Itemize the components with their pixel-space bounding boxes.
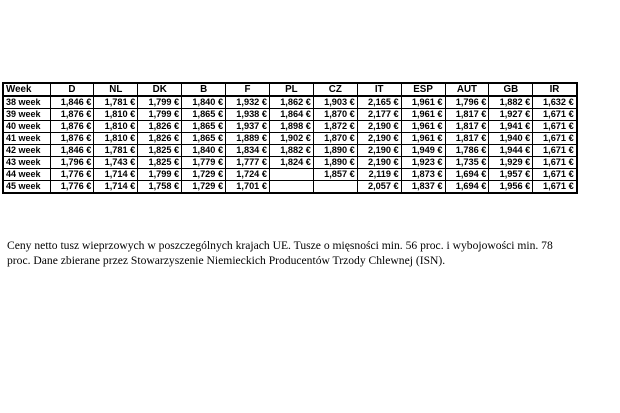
column-header-f: F bbox=[226, 83, 270, 96]
price-cell: 1,865 € bbox=[182, 133, 226, 145]
table-row bbox=[3, 157, 577, 169]
price-cell: 1,777 € bbox=[226, 157, 270, 169]
price-cell: 1,890 € bbox=[313, 145, 357, 157]
price-cell: 1,846 € bbox=[50, 96, 94, 109]
price-cell: 1,949 € bbox=[401, 145, 445, 157]
column-header-cz: CZ bbox=[313, 83, 357, 96]
price-cell: 2,190 € bbox=[357, 157, 401, 169]
price-cell: 1,941 € bbox=[489, 121, 533, 133]
table-row bbox=[3, 169, 577, 181]
price-cell: 1,882 € bbox=[269, 145, 313, 157]
price-cell: 1,671 € bbox=[533, 169, 577, 181]
week-label: 42 week bbox=[3, 145, 50, 157]
price-cell: 1,840 € bbox=[182, 96, 226, 109]
price-cell: 1,810 € bbox=[94, 133, 138, 145]
price-cell: 1,957 € bbox=[489, 169, 533, 181]
price-cell: 1,825 € bbox=[138, 157, 182, 169]
price-cell: 1,873 € bbox=[401, 169, 445, 181]
price-cell: 1,781 € bbox=[94, 145, 138, 157]
column-header-dk: DK bbox=[138, 83, 182, 96]
price-cell: 1,898 € bbox=[269, 121, 313, 133]
price-cell: 1,735 € bbox=[445, 157, 489, 169]
price-cell: 1,938 € bbox=[226, 109, 270, 121]
price-cell: 1,865 € bbox=[182, 121, 226, 133]
price-table bbox=[2, 82, 578, 194]
price-cell: 1,826 € bbox=[138, 133, 182, 145]
price-cell: 2,057 € bbox=[357, 181, 401, 194]
price-cell: 1,810 € bbox=[94, 109, 138, 121]
price-cell: 1,902 € bbox=[269, 133, 313, 145]
column-header-nl: NL bbox=[94, 83, 138, 96]
price-cell: 1,846 € bbox=[50, 145, 94, 157]
price-cell: 1,840 € bbox=[182, 145, 226, 157]
week-label: 38 week bbox=[3, 96, 50, 109]
header-row bbox=[3, 83, 577, 96]
price-cell: 1,743 € bbox=[94, 157, 138, 169]
price-cell: 1,932 € bbox=[226, 96, 270, 109]
column-header-d: D bbox=[50, 83, 94, 96]
price-cell: 2,119 € bbox=[357, 169, 401, 181]
week-label: 40 week bbox=[3, 121, 50, 133]
price-cell: 1,694 € bbox=[445, 169, 489, 181]
column-header-ir: IR bbox=[533, 83, 577, 96]
price-cell: 1,729 € bbox=[182, 169, 226, 181]
price-cell: 1,799 € bbox=[138, 169, 182, 181]
column-header-esp: ESP bbox=[401, 83, 445, 96]
price-cell: 1,671 € bbox=[533, 121, 577, 133]
caption-line-1: Ceny netto tusz wieprzowych w poszczególnych krajach UE. Tusze o mięsności min. 56 proc. i wybojowości min. 78 bbox=[7, 239, 553, 252]
table-row bbox=[3, 96, 577, 109]
price-cell: 1,671 € bbox=[533, 145, 577, 157]
price-cell: 1,940 € bbox=[489, 133, 533, 145]
price-cell: 1,834 € bbox=[226, 145, 270, 157]
price-cell: 1,961 € bbox=[401, 109, 445, 121]
table-row bbox=[3, 145, 577, 157]
price-cell: 1,890 € bbox=[313, 157, 357, 169]
column-header-gb: GB bbox=[489, 83, 533, 96]
table-row bbox=[3, 181, 577, 194]
price-cell: 1,837 € bbox=[401, 181, 445, 194]
price-cell: 1,872 € bbox=[313, 121, 357, 133]
price-cell: 1,810 € bbox=[94, 121, 138, 133]
price-cell: 1,961 € bbox=[401, 96, 445, 109]
week-label: 44 week bbox=[3, 169, 50, 181]
price-cell: 1,876 € bbox=[50, 109, 94, 121]
price-cell: 1,923 € bbox=[401, 157, 445, 169]
price-cell: 1,796 € bbox=[50, 157, 94, 169]
column-header-pl: PL bbox=[269, 83, 313, 96]
table-body bbox=[3, 96, 577, 193]
table-row bbox=[3, 121, 577, 133]
table-row bbox=[3, 133, 577, 145]
price-cell: 1,937 € bbox=[226, 121, 270, 133]
price-cell: 1,632 € bbox=[533, 96, 577, 109]
price-cell: 1,857 € bbox=[313, 169, 357, 181]
week-label: 39 week bbox=[3, 109, 50, 121]
price-cell: 1,796 € bbox=[445, 96, 489, 109]
price-cell: 2,177 € bbox=[357, 109, 401, 121]
price-cell: 1,862 € bbox=[269, 96, 313, 109]
price-cell bbox=[313, 181, 357, 194]
price-cell: 2,165 € bbox=[357, 96, 401, 109]
price-cell: 1,786 € bbox=[445, 145, 489, 157]
price-cell: 2,190 € bbox=[357, 133, 401, 145]
price-cell: 1,889 € bbox=[226, 133, 270, 145]
price-cell: 1,927 € bbox=[489, 109, 533, 121]
week-label: 43 week bbox=[3, 157, 50, 169]
price-cell: 1,799 € bbox=[138, 109, 182, 121]
table-row bbox=[3, 109, 577, 121]
column-header-it: IT bbox=[357, 83, 401, 96]
price-cell: 1,758 € bbox=[138, 181, 182, 194]
price-cell: 1,671 € bbox=[533, 109, 577, 121]
price-cell: 1,714 € bbox=[94, 169, 138, 181]
price-cell: 1,799 € bbox=[138, 96, 182, 109]
column-header-aut: AUT bbox=[445, 83, 489, 96]
price-cell: 1,870 € bbox=[313, 109, 357, 121]
week-label: 41 week bbox=[3, 133, 50, 145]
price-cell: 1,817 € bbox=[445, 109, 489, 121]
price-cell: 1,876 € bbox=[50, 133, 94, 145]
price-cell bbox=[269, 169, 313, 181]
column-header-b: B bbox=[182, 83, 226, 96]
price-cell: 1,825 € bbox=[138, 145, 182, 157]
price-cell: 1,864 € bbox=[269, 109, 313, 121]
price-cell: 1,817 € bbox=[445, 121, 489, 133]
price-cell: 1,865 € bbox=[182, 109, 226, 121]
price-cell: 1,903 € bbox=[313, 96, 357, 109]
price-cell: 1,671 € bbox=[533, 181, 577, 194]
price-cell: 1,944 € bbox=[489, 145, 533, 157]
price-cell: 1,876 € bbox=[50, 121, 94, 133]
price-cell: 1,817 € bbox=[445, 133, 489, 145]
price-cell: 1,882 € bbox=[489, 96, 533, 109]
price-cell: 1,671 € bbox=[533, 133, 577, 145]
caption bbox=[7, 238, 607, 268]
table-header bbox=[3, 83, 577, 96]
price-cell: 1,929 € bbox=[489, 157, 533, 169]
price-cell: 1,961 € bbox=[401, 121, 445, 133]
caption-line-2: proc. Dane zbierane przez Stowarzyszenie Niemieckich Producentów Trzody Chlewnej (ISN). bbox=[7, 254, 446, 267]
price-cell: 2,190 € bbox=[357, 121, 401, 133]
price-cell: 1,724 € bbox=[226, 169, 270, 181]
week-label: 45 week bbox=[3, 181, 50, 194]
price-cell: 1,781 € bbox=[94, 96, 138, 109]
price-cell: 1,671 € bbox=[533, 157, 577, 169]
price-cell: 1,729 € bbox=[182, 181, 226, 194]
price-cell: 1,776 € bbox=[50, 181, 94, 194]
price-cell: 1,826 € bbox=[138, 121, 182, 133]
price-cell: 1,961 € bbox=[401, 133, 445, 145]
price-cell: 1,776 € bbox=[50, 169, 94, 181]
price-cell: 2,190 € bbox=[357, 145, 401, 157]
price-cell: 1,701 € bbox=[226, 181, 270, 194]
price-cell: 1,714 € bbox=[94, 181, 138, 194]
price-cell: 1,870 € bbox=[313, 133, 357, 145]
column-header-week: Week bbox=[3, 83, 50, 96]
price-cell: 1,824 € bbox=[269, 157, 313, 169]
price-cell: 1,956 € bbox=[489, 181, 533, 194]
price-cell bbox=[269, 181, 313, 194]
price-cell: 1,694 € bbox=[445, 181, 489, 194]
price-cell: 1,779 € bbox=[182, 157, 226, 169]
